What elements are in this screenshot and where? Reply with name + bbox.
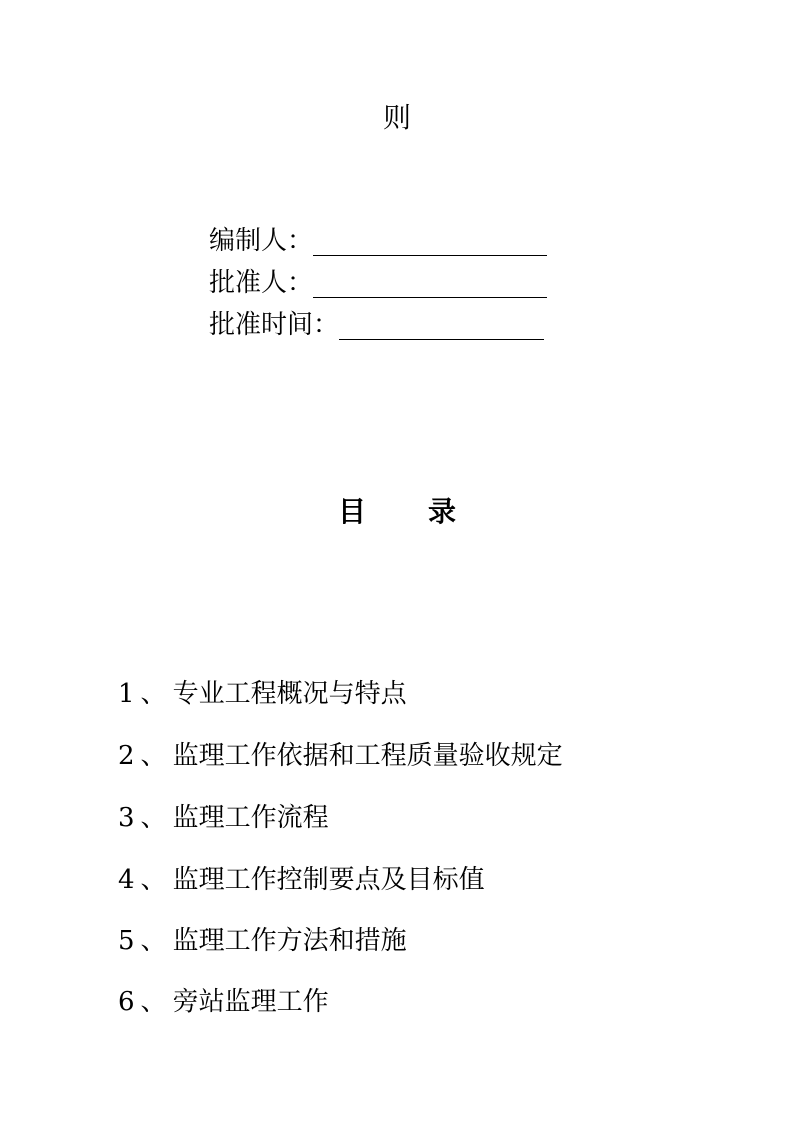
toc-item-number: 2 xyxy=(118,741,135,771)
toc-item-number: 3 xyxy=(118,803,135,833)
toc-item-text: 监理工作依据和工程质量验收规定 xyxy=(172,741,563,771)
approver-label: 批准人： xyxy=(209,268,314,298)
toc-item-number: 4 xyxy=(118,865,135,895)
approval-date-label: 批准时间： xyxy=(209,310,340,340)
toc-item-text: 监理工作流程 xyxy=(172,803,329,833)
compiler-signature-line xyxy=(313,255,547,256)
toc-item-separator: 、 xyxy=(140,803,167,833)
approver-signature-line xyxy=(313,297,547,298)
toc-item-separator: 、 xyxy=(140,741,167,771)
toc-heading-right: 录 xyxy=(428,495,457,528)
toc-item-separator: 、 xyxy=(140,987,167,1017)
toc-item xyxy=(118,800,329,836)
signature-row-approval-date xyxy=(209,308,544,342)
toc-item-text: 专业工程概况与特点 xyxy=(172,679,407,709)
compiler-label: 编制人： xyxy=(209,226,314,256)
toc-item-text: 旁站监理工作 xyxy=(172,987,329,1017)
toc-item xyxy=(118,923,407,959)
toc-item-separator: 、 xyxy=(140,679,167,709)
toc-heading-left: 目 xyxy=(337,495,366,528)
toc-item-number: 1 xyxy=(118,679,135,709)
toc-item-number: 6 xyxy=(118,987,135,1017)
toc-item-text: 监理工作方法和措施 xyxy=(172,926,407,956)
toc-heading xyxy=(0,492,794,532)
toc-item xyxy=(118,738,563,774)
toc-item xyxy=(118,862,485,898)
approval-date-line xyxy=(339,339,544,340)
toc-item xyxy=(118,984,329,1020)
toc-item-number: 5 xyxy=(118,926,135,956)
signature-row-approver xyxy=(209,266,547,300)
toc-item-text: 监理工作控制要点及目标值 xyxy=(172,865,485,895)
toc-item xyxy=(118,676,407,712)
signature-row-compiler xyxy=(209,224,547,258)
toc-item-separator: 、 xyxy=(140,865,167,895)
page-title-fragment: 则 xyxy=(382,101,411,134)
toc-item-separator: 、 xyxy=(140,926,167,956)
